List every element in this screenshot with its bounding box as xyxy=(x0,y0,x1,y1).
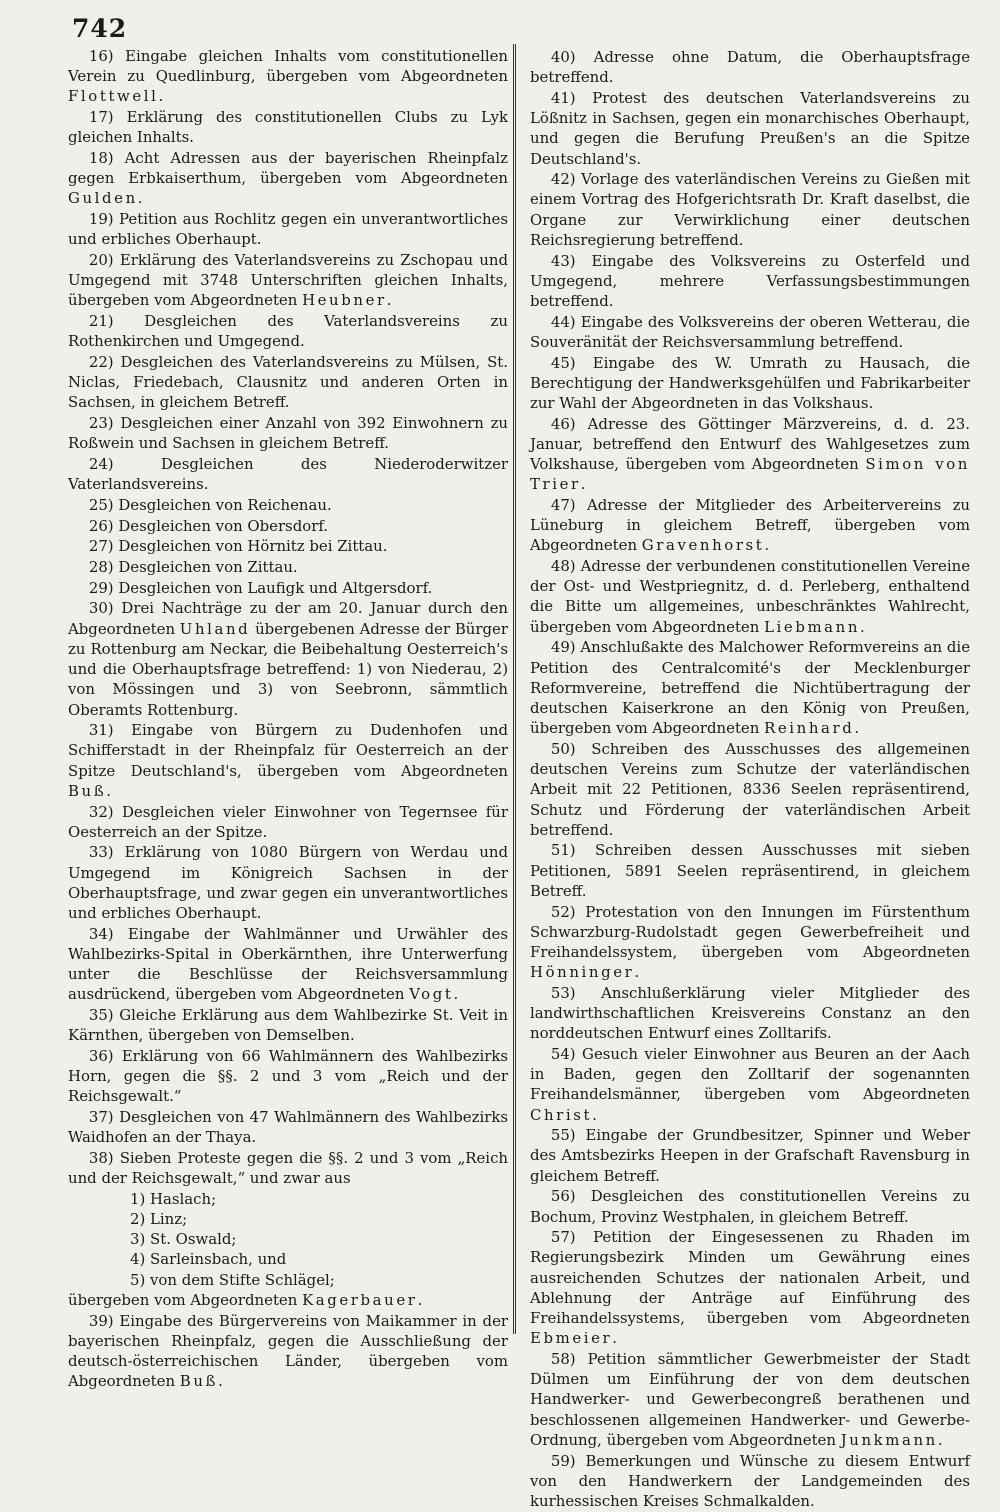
entry-text: Adresse der verbundenen constitutionellen Vereine der Ost- und Westpriegnitz, d. d. Perleberg, enthaltend die Bitte um allgemeines, unbeschränktes Wahlrecht, übergeben vom Abgeordneten xyxy=(530,557,971,636)
entry-text: Adresse des Göttinger Märzvereins, d. d. 23. Januar, betreffend den Entwurf des Wahlgesetzes zum Volkshause, übergeben vom Abgeordneten xyxy=(530,414,971,474)
entry-number: 27) xyxy=(88,537,114,556)
entry-number: 36) xyxy=(88,1046,114,1065)
entry-post: . xyxy=(106,781,112,800)
entry-post: . xyxy=(158,87,164,106)
entry-46 xyxy=(530,414,970,495)
entry-number: 18) xyxy=(88,149,114,168)
entry-37 xyxy=(68,1107,508,1147)
entry-34 xyxy=(68,924,508,1005)
entry-text: Desgleichen des constitutionellen Vereins zu Bochum, Provinz Westphalen, in gleichem Betreff. xyxy=(530,1187,971,1226)
entry-text: Drei Nachträge zu der am 20. Januar durch den Abgeordneten xyxy=(68,599,508,638)
protest-place: 4) Sarleinsbach, und xyxy=(130,1250,287,1269)
deputy-name: Liebmann xyxy=(764,617,861,636)
entry-post: . xyxy=(860,617,865,636)
entry-23 xyxy=(68,413,508,453)
protest-place: 1) Haslach; xyxy=(130,1189,217,1208)
entry-text: Eingabe der Wahlmänner und Urwähler des Wahlbezirks-Spital in Oberkärnthen, ihre Unterwerfung unter die Beschlüsse der Reichsversammlung ausdrückend, übergeben vom Abgeordneten xyxy=(68,924,508,1004)
entry-text: Desgleichen von Obersdorf. xyxy=(118,516,329,535)
entry-number: 42) xyxy=(550,170,576,189)
entry-27 xyxy=(68,536,508,556)
entry-59 xyxy=(530,1451,970,1512)
entry-21 xyxy=(68,311,508,351)
entry-post: . xyxy=(854,719,860,738)
entry-58 xyxy=(530,1349,970,1450)
entry-post: . xyxy=(218,1372,223,1391)
entry-text: Eingabe des Volksvereins der oberen Wetterau, die Souveränität der Reichsversammlung betreffend. xyxy=(530,312,970,351)
entry-51 xyxy=(530,840,970,901)
entry-text: Eingabe der Grundbesitzer, Spinner und Weber des Amtsbezirks Heepen in der Grafschaft Ravensburg in gleichem Betreff. xyxy=(530,1126,971,1185)
entry-post: . xyxy=(612,1329,617,1348)
entry-16 xyxy=(68,46,508,107)
entry-number: 55) xyxy=(550,1126,576,1145)
deputy-name: Simon von Trier xyxy=(530,455,970,494)
entry-text: Gesuch vieler Einwohner aus Beuren an der Aach in Baden, gegen den Zolltarif der sogenannten Freihandelsmänner, übergeben vom Abgeordneten xyxy=(530,1044,970,1104)
deputy-name: Hönninger xyxy=(530,963,635,982)
protest-place-list xyxy=(68,1189,508,1290)
entry-number: 47) xyxy=(550,495,576,514)
entry-text: Schreiben des Ausschusses des allgemeinen deutschen Vereins zum Schutze der vaterländischen Arbeit mit 22 Petitionen, 8336 Seelen repräsentirend, Schutz und Förderung der vaterländischen Arbeit betreffend. xyxy=(530,739,971,839)
deputy-name: Uhland xyxy=(179,619,251,638)
deputy-name: Vogt xyxy=(409,985,454,1004)
entry-number: 50) xyxy=(550,739,576,758)
protest-closing xyxy=(68,1290,508,1310)
entry-48 xyxy=(530,556,970,637)
deputy-name: Buß xyxy=(179,1372,219,1391)
protest-place: 2) Linz; xyxy=(130,1210,188,1229)
entry-number: 48) xyxy=(550,557,576,576)
entry-number: 56) xyxy=(550,1187,576,1206)
entry-26 xyxy=(68,516,508,536)
deputy-name: Gulden xyxy=(68,189,138,208)
entry-29 xyxy=(68,578,508,598)
right-column xyxy=(530,47,970,1512)
entry-number: 35) xyxy=(88,1006,114,1025)
deputy-name: Christ xyxy=(530,1105,593,1124)
entry-50 xyxy=(530,739,970,840)
entry-number: 26) xyxy=(88,516,114,535)
page-number: 742 xyxy=(72,14,128,43)
entry-text: Desgleichen von Zittau. xyxy=(118,558,298,577)
entry-number: 21) xyxy=(88,312,114,331)
entry-39 xyxy=(68,1311,508,1392)
entry-text: Protest des deutschen Vaterlandsvereins zu Lößnitz in Sachsen, gegen ein monarchisches Oberhaupt, und gegen die Berufung Preußen's an die Spitze Deutschland's. xyxy=(530,88,970,168)
entry-17 xyxy=(68,107,508,147)
entry-49 xyxy=(530,637,970,738)
entry-number: 57) xyxy=(550,1228,576,1247)
entry-number: 30) xyxy=(88,599,114,618)
entry-number: 33) xyxy=(88,843,114,862)
entry-number: 41) xyxy=(550,88,576,107)
entry-28 xyxy=(68,557,508,577)
entry-text: Desgleichen von 47 Wahlmännern des Wahlbezirks Waidhofen an der Thaya. xyxy=(68,1108,509,1147)
entry-number: 19) xyxy=(88,210,114,229)
entry-number: 46) xyxy=(550,414,576,433)
entry-31 xyxy=(68,720,508,801)
closing-text: übergeben vom Abgeordneten xyxy=(68,1290,303,1309)
entry-54 xyxy=(530,1044,970,1125)
entry-20 xyxy=(68,250,508,311)
entry-number: 52) xyxy=(550,902,576,921)
entry-number: 38) xyxy=(88,1148,114,1167)
entry-post: . xyxy=(386,291,392,310)
entry-text: Erklärung von 1080 Bürgern von Werdau und Umgegend im Königreich Sachsen in der Oberhauptsfrage, und zwar gegen ein unverantwortliches und erbliches Oberhaupt. xyxy=(68,843,508,923)
entry-35 xyxy=(68,1005,508,1045)
protest-place: 3) St. Oswald; xyxy=(130,1230,237,1249)
entry-text: Adresse ohne Datum, die Oberhauptsfrage betreffend. xyxy=(530,48,971,87)
entry-number: 23) xyxy=(88,414,114,433)
entry-number: 39) xyxy=(88,1311,114,1330)
entry-number: 22) xyxy=(88,353,114,372)
entry-57 xyxy=(530,1227,970,1348)
entry-text: Eingabe von Bürgern zu Dudenhofen und Schifferstadt in der Rheinpfalz für Oesterreich an der Spitze Deutschland's, übergeben vom Abgeordneten xyxy=(68,721,509,780)
entry-number: 24) xyxy=(88,455,114,474)
entry-post: . xyxy=(592,1105,597,1124)
entry-number: 49) xyxy=(550,638,576,657)
entry-number: 34) xyxy=(88,924,114,943)
entry-text: Vorlage des vaterländischen Vereins zu Gießen mit einem Vortrag des Hofgerichtsrath Dr. Kraft daselbst, die Organe zur Verwirklichung einer deutschen Reichsregierung betreffend. xyxy=(530,170,970,249)
entry-text: Petition der Eingesessenen zu Rhaden im Regierungsbezirk Minden um Gewährung eines ausreichenden Schutzes der nationalen Arbeit, und Ablehnung der Anträge auf Einführung des Freihandelssystems, übergeben vom Abgeordneten xyxy=(530,1228,970,1328)
entry-number: 25) xyxy=(88,495,114,514)
entry-text: Erklärung des constitutionellen Clubs zu Lyk gleichen Inhalts. xyxy=(68,108,509,147)
entry-text: Bemerkungen und Wünsche zu diesem Entwurf von den Handwerkern der Landgemeinden des kurhessischen Kreises Schmalkalden. xyxy=(530,1451,970,1510)
entry-number: 28) xyxy=(88,558,114,577)
entry-text: Protestation von den Innungen im Fürstenthum Schwarzburg-Rudolstadt gegen Gewerbefreiheit und Freihandelssystem, übergeben vom Abgeordneten xyxy=(530,902,970,961)
entry-number: 40) xyxy=(550,48,576,66)
entry-text: Desgleichen vieler Einwohner von Tegernsee für Oesterreich an der Spitze. xyxy=(68,802,508,841)
entry-text: Eingabe des Bürgervereins von Maikammer in der bayerischen Rheinpfalz, gegen die Ausschließung der deutsch-österreichischen Länder, übergeben vom Abgeordneten xyxy=(68,1311,508,1391)
entry-text: Erklärung des Vaterlandsvereins zu Zschopau und Umgegend mit 3748 Unterschriften gleichen Inhalts, übergeben vom Abgeordneten xyxy=(68,251,509,310)
entry-text: Adresse der Mitglieder des Arbeitervereins zu Lüneburg in gleichem Betreff, übergeben vom Abgeordneten xyxy=(530,495,971,555)
entry-40 xyxy=(530,47,970,87)
entry-53 xyxy=(530,983,970,1044)
entry-number: 29) xyxy=(88,578,114,597)
entry-number: 17) xyxy=(88,108,114,127)
left-entries xyxy=(68,46,508,1188)
entry-33 xyxy=(68,842,508,923)
entry-number: 53) xyxy=(550,983,576,1002)
deputy-name: Gravenhorst xyxy=(641,536,765,555)
entry-text: Desgleichen des Vaterlandsvereins zu Mülsen, St. Niclas, Friedebach, Clausnitz und anderen Orten in Sachsen, in gleichem Betreff. xyxy=(68,353,508,412)
column-divider xyxy=(513,44,516,1334)
entry-post: . xyxy=(453,985,459,1004)
entry-22 xyxy=(68,352,508,413)
entry-number: 51) xyxy=(550,841,576,860)
entry-32 xyxy=(68,802,508,842)
entry-post: übergebenen Adresse der Bürger zu Rottenburg am Neckar, die Beibehaltung Oesterreich's und die Oberhauptsfrage betreffend: 1) von Niederau, 2) von Mössingen und 3) von Seebronn, sämmtlich Oberamts Rottenburg. xyxy=(68,619,508,719)
entry-text: Anschlußakte des Malchower Reformvereins an die Petition des Centralcomité's der Mecklenburger Reformvereine, betreffend die Nichtübertragung der deutschen Kaiserkrone an den König von Preußen, übergeben vom Abgeordneten xyxy=(530,638,971,738)
right-entries xyxy=(530,47,970,1511)
entry-text: Eingabe des W. Umrath zu Hausach, die Berechtigung der Handwerksgehülfen und Fabrikarbeiter zur Wahl der Abgeordneten in das Volkshaus. xyxy=(530,353,971,412)
entry-text: Gleiche Erklärung aus dem Wahlbezirke St. Veit in Kärnthen, übergeben von Demselben. xyxy=(68,1006,508,1045)
entry-number: 59) xyxy=(550,1451,576,1470)
entry-text: Petition sämmtlicher Gewerbmeister der Stadt Dülmen um Einführung der von dem deutschen Handwerker- und Gewerbecongreß berathenen und beschlossenen allgemeinen Handwerker- und Gewerbe-Ordnung, übergeben vom Abgeordneten xyxy=(530,1350,970,1449)
entry-55 xyxy=(530,1125,970,1186)
entry-number: 44) xyxy=(550,312,576,331)
entry-number: 45) xyxy=(550,353,576,372)
entry-number: 32) xyxy=(88,802,114,821)
entry-number: 16) xyxy=(88,47,114,65)
entry-30 xyxy=(68,598,508,719)
entry-number: 43) xyxy=(550,251,576,270)
entry-text: Eingabe des Volksvereins zu Osterfeld und Umgegend, mehrere Verfassungsbestimmungen betreffend. xyxy=(530,251,970,310)
entry-36 xyxy=(68,1046,508,1107)
deputy-name: Flottwell xyxy=(68,87,159,106)
entry-43 xyxy=(530,251,970,312)
entry-47 xyxy=(530,495,970,556)
left-column xyxy=(68,46,508,1392)
entry-post: . xyxy=(137,189,143,208)
deputy-name: Junkmann xyxy=(840,1430,938,1449)
entry-41 xyxy=(530,88,970,169)
entry-post: . xyxy=(764,536,770,555)
entry-44 xyxy=(530,312,970,352)
deputy-name: Kagerbauer xyxy=(302,1290,418,1309)
entry-post: . xyxy=(580,475,586,494)
entry-text: Desgleichen einer Anzahl von 392 Einwohnern zu Roßwein und Sachsen in gleichem Betreff. xyxy=(68,414,508,453)
entry-text: Anschlußerklärung vieler Mitglieder des landwirthschaftlichen Kreisvereins Constanz an den norddeutschen Entwurf eines Zolltarifs. xyxy=(530,983,970,1043)
entry-number: 37) xyxy=(88,1108,114,1127)
entry-text: Erklärung von 66 Wahlmännern des Wahlbezirks Horn, gegen die §§. 2 und 3 vom „Reich und der Reichsgewalt.“ xyxy=(68,1046,509,1106)
closing-post: . xyxy=(417,1290,423,1309)
entry-text: Desgleichen von Reichenau. xyxy=(118,495,332,514)
entry-18 xyxy=(68,148,508,209)
entry-number: 58) xyxy=(550,1350,576,1368)
entry-45 xyxy=(530,353,970,414)
entry-19 xyxy=(68,209,508,249)
entry-text: Eingabe gleichen Inhalts vom constitutionellen Verein zu Quedlinburg, übergeben vom Abgeordneten xyxy=(68,47,508,86)
deputy-name: Reinhard xyxy=(764,719,855,738)
deputy-name: Heubner xyxy=(302,291,387,310)
deputy-name: Ebmeier xyxy=(530,1329,613,1348)
entry-number: 31) xyxy=(88,721,114,740)
entry-56 xyxy=(530,1186,970,1226)
entry-text: Schreiben dessen Ausschusses mit sieben Petitionen, 5891 Seelen repräsentirend, in gleichem Betreff. xyxy=(530,841,971,900)
entry-post: . xyxy=(937,1430,943,1449)
entry-text: Desgleichen des Vaterlandsvereins zu Rothenkirchen und Umgegend. xyxy=(68,312,508,351)
entry-text: Desgleichen von Hörnitz bei Zittau. xyxy=(118,537,388,556)
entry-25 xyxy=(68,495,508,515)
deputy-name: Buß xyxy=(68,781,107,800)
entry-text: Sieben Proteste gegen die §§. 2 und 3 vom „Reich und der Reichsgewalt,“ und zwar aus xyxy=(68,1148,508,1188)
entry-number: 20) xyxy=(88,251,114,270)
entry-42 xyxy=(530,169,970,250)
entry-38 xyxy=(68,1148,508,1188)
entry-post: . xyxy=(634,963,640,982)
protest-place: 5) von dem Stifte Schlägel; xyxy=(130,1270,335,1289)
entry-52 xyxy=(530,902,970,983)
entry-number: 54) xyxy=(550,1044,576,1063)
entry-text: Petition aus Rochlitz gegen ein unverantwortliches und erbliches Oberhaupt. xyxy=(68,210,509,249)
entry-text: Acht Adressen aus der bayerischen Rheinpfalz gegen Erbkaiserthum, übergeben vom Abgeordneten xyxy=(68,149,508,188)
entry-text: Desgleichen von Laufigk und Altgersdorf. xyxy=(118,578,433,597)
entry-text: Desgleichen des Niederoderwitzer Vaterlandsvereins. xyxy=(68,455,508,494)
entry-24 xyxy=(68,454,508,494)
